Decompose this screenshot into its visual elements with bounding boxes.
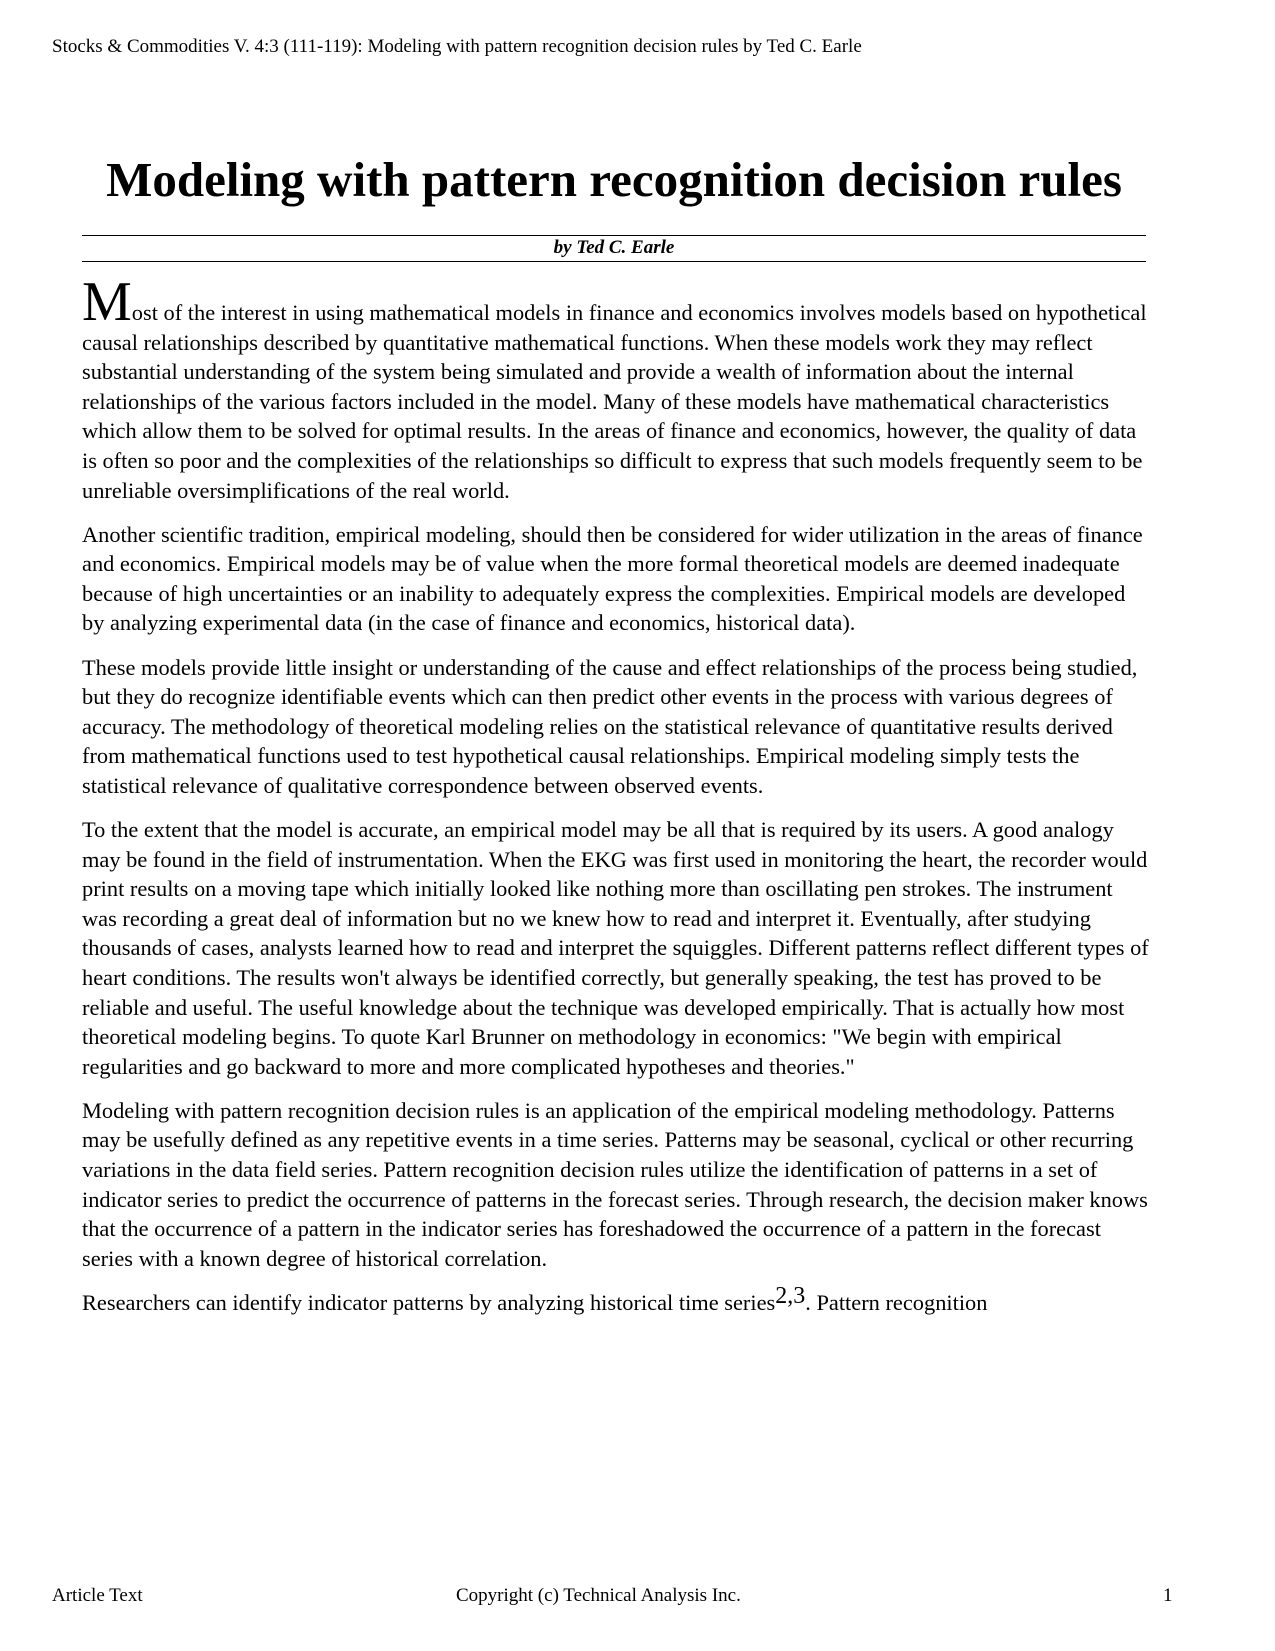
- article-title: Modeling with pattern recognition decision rules: [106, 152, 1122, 207]
- paragraph-6-text: Researchers can identify indicator patterns by analyzing historical time series: [82, 1289, 776, 1315]
- paragraph-6-continuation: . Pattern recognition: [805, 1289, 988, 1315]
- paragraph-6: [82, 1282, 1150, 1318]
- footer-copyright: Copyright (c) Technical Analysis Inc.: [456, 1585, 741, 1606]
- byline-bottom-rule: [82, 261, 1146, 262]
- paragraph-4: To the extent that the model is accurate, an empirical model may be all that is required by its users. A good analogy may be found in the field of instrumentation. When the EKG was first used in monitoring the heart, the recorder would print results on a moving tape which initially looked like nothing more than oscillating pen strokes. The instrument was recording a great deal of information but no we knew how to read and interpret it. Eventually, after studying thousands of cases, analysts learned how to read and interpret the squiggles. Different patterns reflect different types of heart conditions. The results won't always be identified correctly, but generally speaking, the test has proved to be reliable and useful. The useful knowledge about the technique was developed empirically. That is actually how most theoretical modeling begins. To quote Karl Brunner on methodology in economics: "We begin with empirical regularities and go backward to more and more complicated hypotheses and theories.": [82, 817, 1149, 1079]
- paragraph-1: [82, 271, 1150, 505]
- page-number: 1: [1163, 1585, 1173, 1606]
- running-header: Stocks & Commodities V. 4:3 (111-119): Modeling with pattern recognition decision rules by Ted C. Earle: [52, 36, 862, 57]
- drop-cap: M: [82, 271, 132, 333]
- paragraph-2: Another scientific tradition, empirical modeling, should then be considered for wider utilization in the areas of finance and economics. Empirical models may be of value when the more formal theoretical models are deemed inadequate because of high uncertainties or an inability to adequately express the complexities. Empirical models are developed by analyzing experimental data (in the case of finance and economics, historical data).: [82, 521, 1143, 636]
- paragraph-3: These models provide little insight or understanding of the cause and effect relationships of the process being studied, but they do recognize identifiable events which can then predict other events in the process with various degrees of accuracy. The methodology of theoretical modeling relies on the statistical relevance of quantitative results derived from mathematical functions used to test hypothetical causal relationships. Empirical modeling simply tests the statistical relevance of qualitative correspondence between observed events.: [82, 654, 1138, 798]
- footer-section-label: Article Text: [52, 1585, 143, 1606]
- paragraph-1-text: ost of the interest in using mathematical models in finance and economics involves models based on hypothetical causal relationships described by quantitative mathematical functions. When these models work they may reflect substantial understanding of the system being simulated and provide a wealth of information about the internal relationships of the various factors included in the model. Many of these models have mathematical characteristics which allow them to be solved for optimal results. In the areas of finance and economics, however, the quality of data is often so poor and the complexities of the relationships so difficult to express that such models frequently seem to be unreliable oversimplifications of the real world.: [82, 300, 1147, 503]
- byline: by Ted C. Earle: [553, 237, 675, 258]
- article-body: [82, 271, 1150, 1332]
- paragraph-5: Modeling with pattern recognition decision rules is an application of the empirical modeling methodology. Patterns may be usefully defined as any repetitive events in a time series. Patterns may be seasonal, cyclical or other recurring variations in the data field series. Pattern recognition decision rules utilize the identification of patterns in a set of indicator series to predict the occurrence of patterns in the forecast series. Through research, the decision maker knows that the occurrence of a pattern in the indicator series has foreshadowed the occurrence of a pattern in the forecast series with a known degree of historical correlation.: [82, 1097, 1148, 1271]
- footnote-reference[interactable]: 2,3: [775, 1282, 806, 1309]
